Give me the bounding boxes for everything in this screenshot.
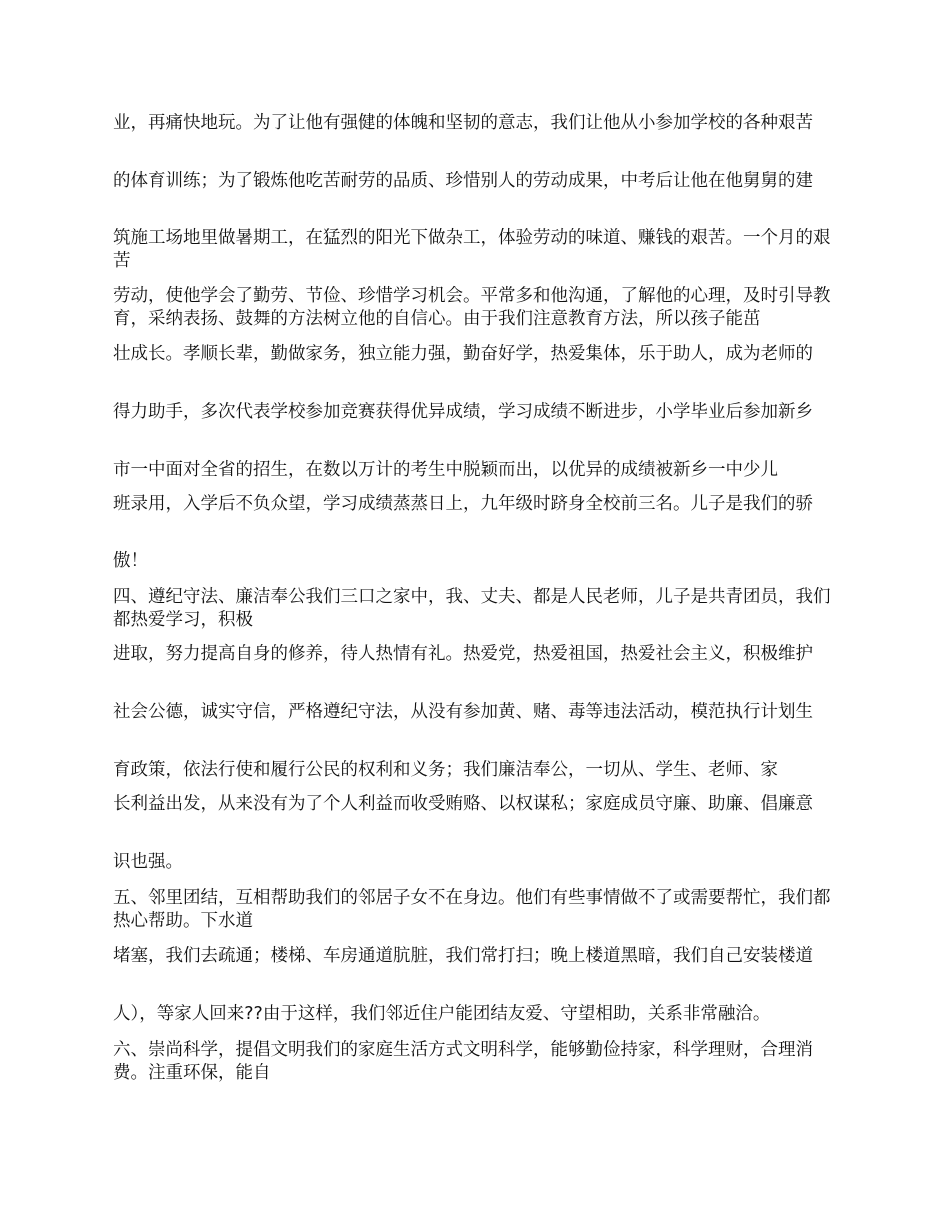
section-paragraph: 四、遵纪守法、廉洁奉公我们三口之家中，我、丈夫、都是人民老师，儿子是共青团员，我们都热爱学习，积极	[113, 587, 831, 630]
paragraph: 业，再痛快地玩。为了让他有强健的体魄和坚韧的意志，我们让他从小参加学校的各种艰苦	[113, 113, 813, 133]
paragraph: 堵塞，我们去疏通；楼梯、车房通道肮脏，我们常打扫；晚上楼道黑暗，我们自己安装楼道	[113, 946, 813, 966]
paragraph: 人），等家人回来??由于这样，我们邻近住户能团结友爱、守望相助，关系非常融洽。	[113, 1004, 771, 1024]
paragraph: 劳动，使他学会了勤劳、节俭、珍惜学习机会。平常多和他沟通，了解他的心理，及时引导教育，采纳表扬、鼓舞的方法树立他的自信心。由于我们注意教育方法，所以孩子能茁	[113, 286, 831, 329]
paragraph: 班录用，入学后不负众望，学习成绩蒸蒸日上，九年级时跻身全校前三名。儿子是我们的骄	[113, 494, 813, 514]
paragraph: 筑施工场地里做暑期工，在猛烈的阳光下做杂工，体验劳动的味道、赚钱的艰苦。一个月的艰苦	[113, 228, 831, 271]
section-paragraph: 五、邻里团结，互相帮助我们的邻居子女不在身边。他们有些事情做不了或需要帮忙，我们都热心帮助。下水道	[113, 888, 831, 931]
section-paragraph: 六、崇尚科学，提倡文明我们的家庭生活方式文明科学，能够勤俭持家，科学理财，合理消费。注重环保，能自	[113, 1040, 813, 1083]
paragraph: 傲！	[113, 551, 148, 571]
paragraph: 育政策，依法行使和履行公民的权利和义务；我们廉洁奉公，一切从、学生、老师、家	[113, 760, 778, 780]
paragraph: 长利益出发，从来没有为了个人利益而收受贿赂、以权谋私；家庭成员守廉、助廉、倡廉意	[113, 794, 813, 814]
paragraph: 得力助手，多次代表学校参加竞赛获得优异成绩，学习成绩不断进步，小学毕业后参加新乡	[113, 402, 813, 422]
paragraph: 壮成长。孝顺长辈，勤做家务，独立能力强，勤奋好学，热爱集体，乐于助人，成为老师的	[113, 344, 813, 364]
paragraph: 社会公德，诚实守信，严格遵纪守法，从没有参加黄、赌、毒等违法活动，模范执行计划生	[113, 702, 813, 722]
paragraph: 市一中面对全省的招生，在数以万计的考生中脱颖而出，以优异的成绩被新乡一中少儿	[113, 460, 778, 480]
paragraph: 的体育训练；为了锻炼他吃苦耐劳的品质、珍惜别人的劳动成果，中考后让他在他舅舅的建	[113, 171, 813, 191]
paragraph: 识也强。	[113, 852, 183, 872]
paragraph: 进取，努力提高自身的修养，待人热情有礼。热爱党，热爱祖国，热爱社会主义，积极维护	[113, 644, 813, 664]
